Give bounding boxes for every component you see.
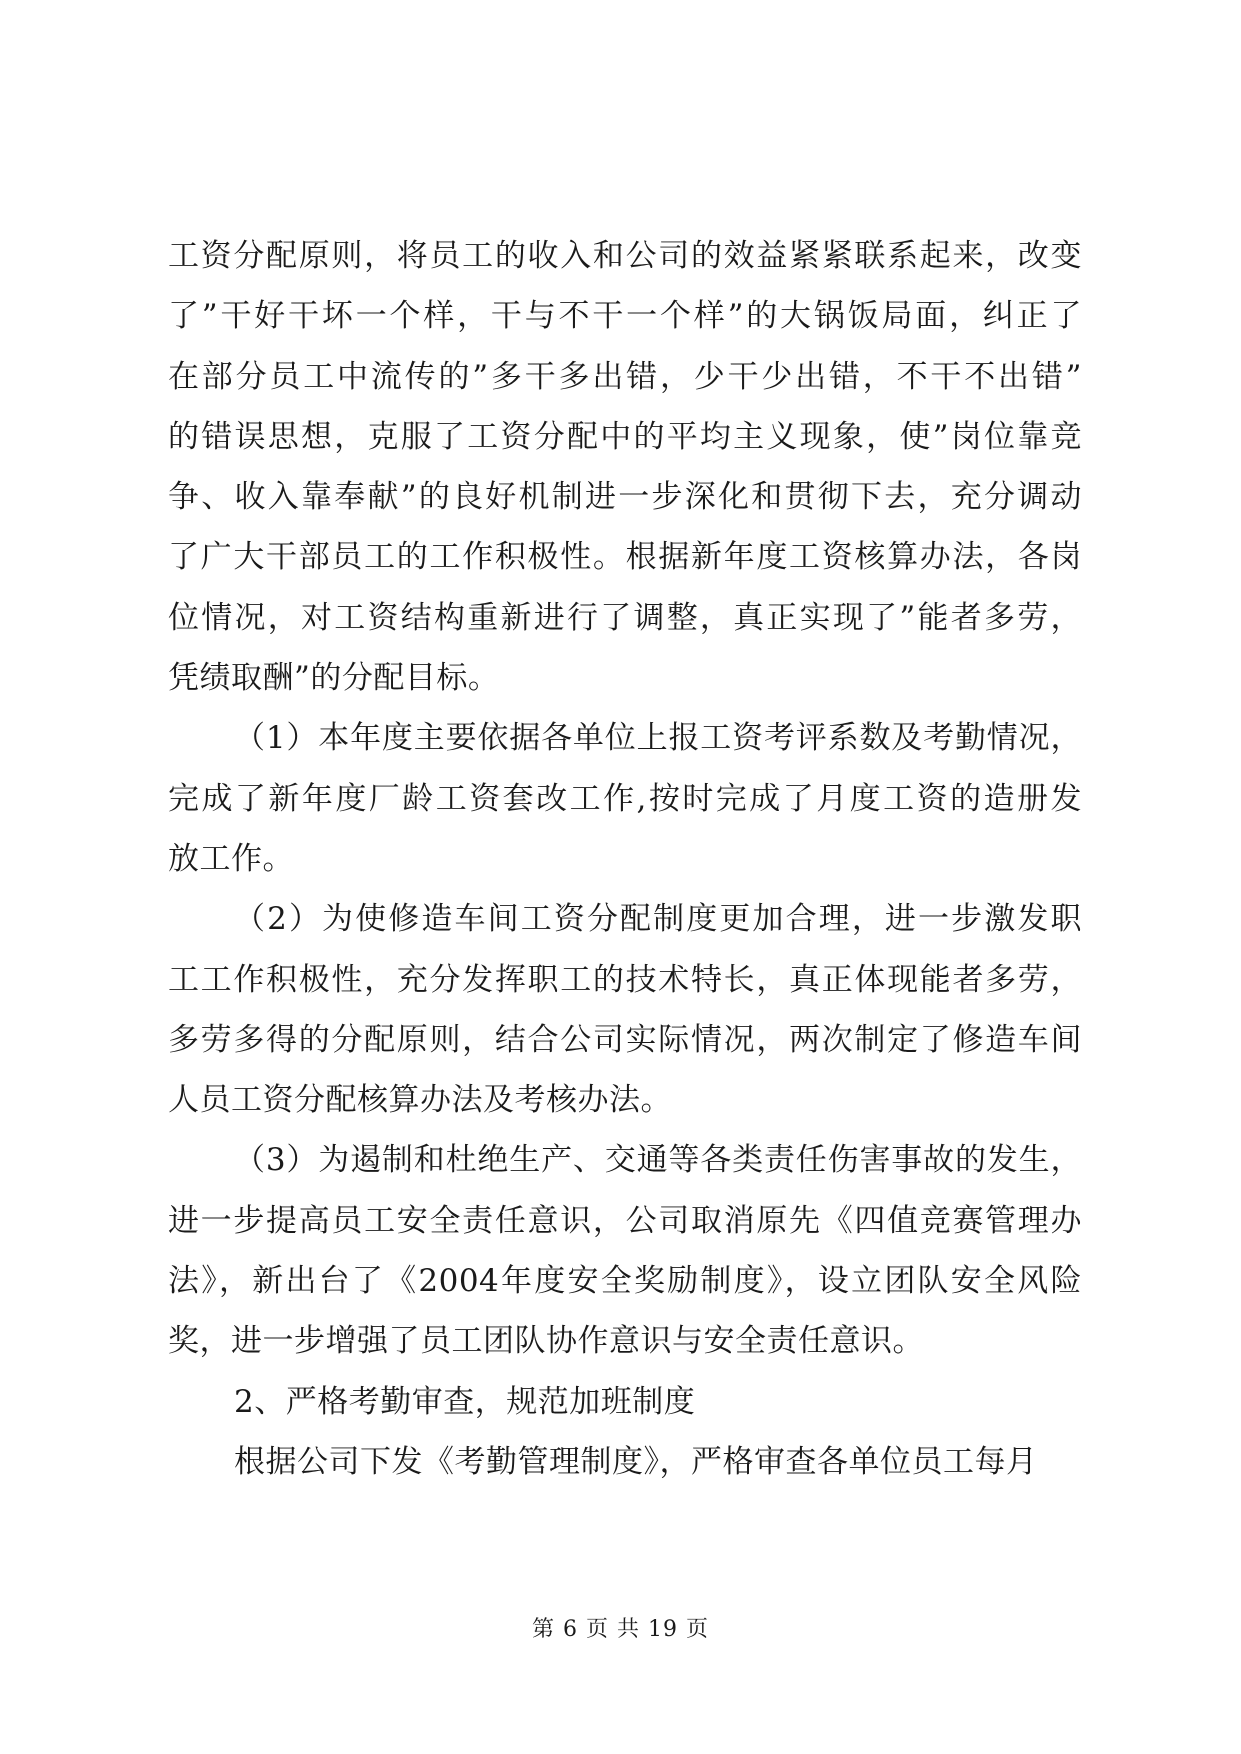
text-line: （2）为使修造车间工资分配制度更加合理，进一步激发职: [234, 901, 1082, 938]
text-line: （3）为遏制和杜绝生产、交通等各类责任伤害事故的发生，: [234, 1142, 1082, 1179]
text-line: 位情况，对工资结构重新进行了调整，真正实现了”能者多劳，: [168, 599, 1082, 636]
text-line: 多劳多得的分配原则，结合公司实际情况，两次制定了修造车间: [168, 1021, 1082, 1058]
text-line: 在部分员工中流传的”多干多出错，少干少出错，不干不出错”: [168, 358, 1082, 395]
text-line: 了广大干部员工的工作积极性。根据新年度工资核算办法，各岗: [168, 539, 1082, 576]
text-line: 工工作积极性，充分发挥职工的技术特长，真正体现能者多劳，: [168, 961, 1082, 998]
body-text: [168, 226, 1082, 1492]
text-line: 了”干好干坏一个样，干与不干一个样”的大锅饭局面，纠正了: [168, 298, 1082, 335]
text-line: 工资分配原则，将员工的收入和公司的效益紧紧联系起来，改变: [168, 238, 1082, 274]
text-line: 根据公司下发《考勤管理制度》，严格审查各单位员工每月: [234, 1443, 1038, 1480]
text-line: 奖，进一步增强了员工团队协作意识与安全责任意识。: [168, 1323, 924, 1360]
text-line: 凭绩取酬”的分配目标。: [168, 660, 500, 697]
text-line: 放工作。: [168, 840, 294, 877]
text-line: 进一步提高员工安全责任意识，公司取消原先《四值竞赛管理办: [168, 1202, 1082, 1239]
text-line: 法》，新出台了《2004年度安全奖励制度》，设立团队安全风险: [168, 1263, 1082, 1300]
page-number-footer: 第 6 页 共 19 页: [532, 1617, 709, 1642]
text-line: （1）本年度主要依据各单位上报工资考评系数及考勤情况，: [234, 720, 1082, 757]
section-heading: 2、严格考勤审查，规范加班制度: [234, 1383, 696, 1420]
text-line: 争、收入靠奉献”的良好机制进一步深化和贯彻下去，充分调动: [168, 479, 1082, 516]
text-line: 人员工资分配核算办法及考核办法。: [168, 1082, 672, 1119]
text-line: 的错误思想，克服了工资分配中的平均主义现象，使”岗位靠竞: [168, 418, 1082, 455]
text-line: 完成了新年度厂龄工资套改工作,按时完成了月度工资的造册发: [168, 780, 1082, 817]
